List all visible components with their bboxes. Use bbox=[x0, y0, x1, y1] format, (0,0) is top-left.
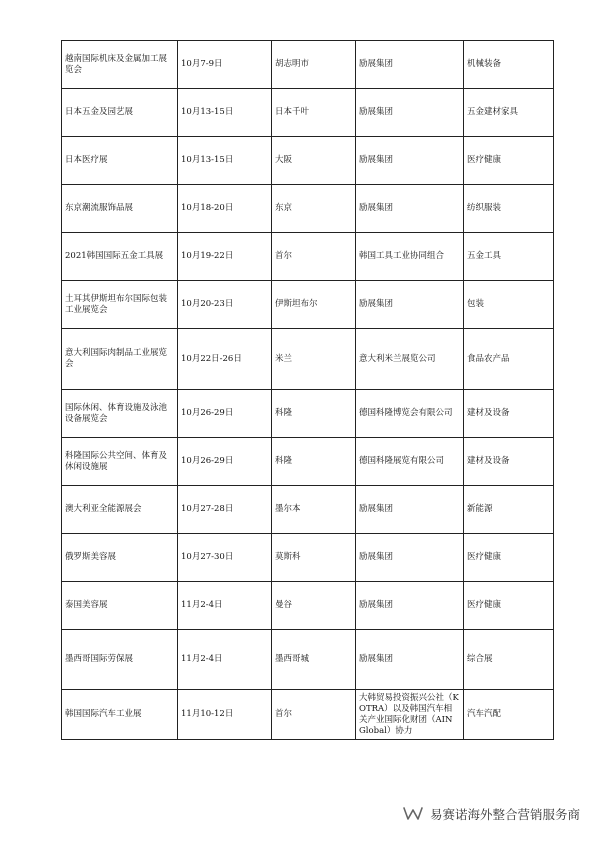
cell-city: 大阪 bbox=[272, 137, 356, 185]
cell-organizer: 励展集团 bbox=[356, 486, 464, 534]
cell-date: 10月13-15日 bbox=[178, 137, 272, 185]
cell-date: 10月26-29日 bbox=[178, 390, 272, 438]
table-row bbox=[62, 329, 554, 390]
cell-name: 墨西哥国际劳保展 bbox=[62, 630, 178, 690]
cell-name: 韩国国际汽车工业展 bbox=[62, 690, 178, 740]
cell-category: 医疗健康 bbox=[464, 582, 554, 630]
cell-category: 机械装备 bbox=[464, 41, 554, 89]
cell-category: 医疗健康 bbox=[464, 137, 554, 185]
cell-date: 10月27-28日 bbox=[178, 486, 272, 534]
table-row bbox=[62, 137, 554, 185]
watermark bbox=[402, 805, 580, 823]
cell-category: 建材及设备 bbox=[464, 438, 554, 486]
cell-city: 科隆 bbox=[272, 438, 356, 486]
cell-organizer: 励展集团 bbox=[356, 41, 464, 89]
cell-category: 医疗健康 bbox=[464, 534, 554, 582]
cell-category: 汽车汽配 bbox=[464, 690, 554, 740]
cell-date: 10月27-30日 bbox=[178, 534, 272, 582]
cell-date: 10月19-22日 bbox=[178, 233, 272, 281]
cell-category: 五金工具 bbox=[464, 233, 554, 281]
table-row bbox=[62, 438, 554, 486]
cell-city: 日本千叶 bbox=[272, 89, 356, 137]
table-row bbox=[62, 630, 554, 690]
cell-organizer: 励展集团 bbox=[356, 582, 464, 630]
cell-city: 米兰 bbox=[272, 329, 356, 390]
table-row bbox=[62, 582, 554, 630]
cell-organizer: 大韩贸易投资振兴公社（KOTRA）以及韩国汽车相关产业国际化财团（AIN Global）协力 bbox=[356, 690, 464, 740]
exhibition-table-body bbox=[62, 41, 554, 740]
cell-organizer: 韩国工具工业协同组合 bbox=[356, 233, 464, 281]
cell-organizer: 励展集团 bbox=[356, 630, 464, 690]
cell-name: 日本五金及园艺展 bbox=[62, 89, 178, 137]
cell-city: 科隆 bbox=[272, 390, 356, 438]
table-row bbox=[62, 233, 554, 281]
cell-organizer: 励展集团 bbox=[356, 281, 464, 329]
table-row bbox=[62, 185, 554, 233]
cell-date: 10月18-20日 bbox=[178, 185, 272, 233]
cell-name: 科隆国际公共空间、体育及休闲设施展 bbox=[62, 438, 178, 486]
table-row bbox=[62, 390, 554, 438]
cell-date: 10月22日-26日 bbox=[178, 329, 272, 390]
cell-organizer: 励展集团 bbox=[356, 137, 464, 185]
cell-category: 纺织服装 bbox=[464, 185, 554, 233]
cell-organizer: 德国科隆展览有限公司 bbox=[356, 438, 464, 486]
cell-organizer: 励展集团 bbox=[356, 89, 464, 137]
cell-name: 泰国美容展 bbox=[62, 582, 178, 630]
cell-name: 越南国际机床及金属加工展览会 bbox=[62, 41, 178, 89]
table-row bbox=[62, 486, 554, 534]
cell-name: 东京潮流服饰品展 bbox=[62, 185, 178, 233]
wechat-channel-icon bbox=[402, 805, 424, 823]
cell-category: 五金建材家具 bbox=[464, 89, 554, 137]
cell-name: 俄罗斯美容展 bbox=[62, 534, 178, 582]
cell-city: 东京 bbox=[272, 185, 356, 233]
cell-category: 食品农产品 bbox=[464, 329, 554, 390]
cell-organizer: 德国科隆博览会有限公司 bbox=[356, 390, 464, 438]
cell-category: 包装 bbox=[464, 281, 554, 329]
table-row bbox=[62, 534, 554, 582]
table-row bbox=[62, 41, 554, 89]
cell-date: 10月7-9日 bbox=[178, 41, 272, 89]
cell-organizer: 励展集团 bbox=[356, 185, 464, 233]
cell-date: 10月20-23日 bbox=[178, 281, 272, 329]
cell-date: 11月10-12日 bbox=[178, 690, 272, 740]
cell-name: 土耳其伊斯坦布尔国际包装工业展览会 bbox=[62, 281, 178, 329]
cell-name: 日本医疗展 bbox=[62, 137, 178, 185]
cell-date: 10月26-29日 bbox=[178, 438, 272, 486]
cell-name: 意大利国际肉制品工业展览会 bbox=[62, 329, 178, 390]
cell-name: 国际休闲、体育设施及泳池设备展览会 bbox=[62, 390, 178, 438]
cell-city: 首尔 bbox=[272, 233, 356, 281]
cell-name: 澳大利亚全能源展会 bbox=[62, 486, 178, 534]
exhibition-schedule bbox=[61, 40, 553, 740]
cell-organizer: 意大利米兰展览公司 bbox=[356, 329, 464, 390]
watermark-text: 易赛诺海外整合营销服务商 bbox=[429, 807, 580, 822]
cell-city: 墨尔本 bbox=[272, 486, 356, 534]
cell-city: 首尔 bbox=[272, 690, 356, 740]
cell-city: 墨西哥城 bbox=[272, 630, 356, 690]
table-row bbox=[62, 281, 554, 329]
cell-city: 胡志明市 bbox=[272, 41, 356, 89]
cell-category: 建材及设备 bbox=[464, 390, 554, 438]
cell-category: 综合展 bbox=[464, 630, 554, 690]
cell-organizer: 励展集团 bbox=[356, 534, 464, 582]
cell-date: 10月13-15日 bbox=[178, 89, 272, 137]
cell-city: 曼谷 bbox=[272, 582, 356, 630]
exhibition-table bbox=[61, 40, 554, 740]
table-row bbox=[62, 89, 554, 137]
cell-date: 11月2-4日 bbox=[178, 582, 272, 630]
cell-date: 11月2-4日 bbox=[178, 630, 272, 690]
cell-city: 莫斯科 bbox=[272, 534, 356, 582]
cell-city: 伊斯坦布尔 bbox=[272, 281, 356, 329]
cell-category: 新能源 bbox=[464, 486, 554, 534]
cell-name: 2021韩国国际五金工具展 bbox=[62, 233, 178, 281]
table-row bbox=[62, 690, 554, 740]
